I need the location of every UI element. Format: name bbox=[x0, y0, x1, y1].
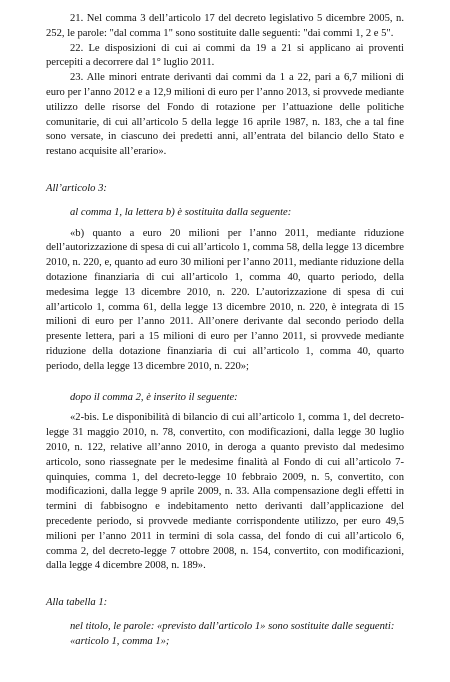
article-3-intro-comma-2: dopo il comma 2, è inserito il seguente: bbox=[70, 391, 238, 403]
paragraph-22: 22. Le disposizioni di cui ai commi da 19 a 21 si applicano ai proventi percepiti a decorrere dal 1° luglio 2011. bbox=[46, 42, 404, 69]
comma-2-bis-text: «2-bis. Le disponibilità di bilancio di cui all’articolo 1, comma 1, del decreto-legge 31 maggio 2010, n. 78, convertito, con modificazioni, dalla legge 30 luglio 2010, n. 122, relative all’anno 2010, in deroga a quanto previsto dal medesimo articolo, sono riassegnate per le medesime finalità al Fondo di cui all’articolo 7-quinquies, comma 1, del decreto-legge 10 febbraio 2009, n. 5, convertito, con modificazioni, dalla legge 9 aprile 2009, n. 33. Alla compensazione degli effetti in termini di fabbisogno e indebitamento netto derivanti dall’applicazione del precedente periodo, si provvede mediante corrispondente utilizzo, per euro 49,5 milioni per l’anno 2011 in termini di sola cassa, del fondo di cui all’articolo 6, comma 2, del decreto-legge 7 ottobre 2008, n. 154, convertito, con modificazioni, dalla legge 4 dicembre 2008, n. 189». bbox=[46, 412, 404, 572]
lettera-b-text: «b) quanto a euro 20 milioni per l’anno 2011, mediante riduzione dell’autorizzazione di spesa di cui all’articolo 1, comma 58, della legge 13 dicembre 2010, n. 220, e, quanto ad euro 30 milioni per l’anno 2011, mediante riduzione della dotazione finanziaria di cui all’articolo 1, comma 40, quarto periodo, della medesima legge 13 dicembre 2010, n. 220. L’autorizzazione di spesa di cui all’articolo 1, comma 61, della legge 13 dicembre 2010, n. 220, è integrata di 15 milioni di euro per l’anno 2011. All’onere derivante dal secondo periodo della presente lettera, pari a 15 milioni di euro per l’anno 2011, si provvede mediante riduzione della dotazione finanziaria di cui all’articolo 1, comma 40, quarto periodo, della legge 13 dicembre 2010, n. 220»; bbox=[46, 227, 404, 372]
spacer bbox=[46, 197, 404, 206]
article-3-heading: All’articolo 3: bbox=[46, 182, 107, 194]
paragraph-21: 21. Nel comma 3 dell’articolo 17 del decreto legislativo 5 dicembre 2005, n. 252, le parole: "dal comma 1" sono sostituite dalle seguenti: "dai commi 1, 2 e 5". bbox=[46, 13, 404, 39]
spacer bbox=[46, 375, 404, 391]
tabella-1-item: nel titolo, le parole: «previsto dall’articolo 1» sono sostituite dalle seguenti: «articolo 1, comma 1»; bbox=[70, 620, 395, 647]
article-3-intro-comma-1: al comma 1, la lettera b) è sostituita dalla seguente: bbox=[70, 206, 292, 218]
document-page bbox=[46, 12, 404, 649]
paragraph-23: 23. Alle minori entrate derivanti dai commi da 1 a 22, pari a 6,7 milioni di euro per l’anno 2012 e a 12,9 milioni di euro per l’anno 2013, si provvede mediante utilizzo delle risorse del Fondo di rotazione per l’attuazione delle politiche comunitarie, di cui all’articolo 5 della legge 16 aprile 1987, n. 183, che a tal fine sono versate, in ciascuno dei predetti anni, all’entrata del bilancio dello Stato e restano acquisite all’erario». bbox=[46, 72, 404, 158]
spacer bbox=[46, 611, 404, 620]
spacer bbox=[46, 160, 404, 182]
spacer bbox=[46, 574, 404, 596]
tabella-1-heading: Alla tabella 1: bbox=[46, 597, 108, 609]
